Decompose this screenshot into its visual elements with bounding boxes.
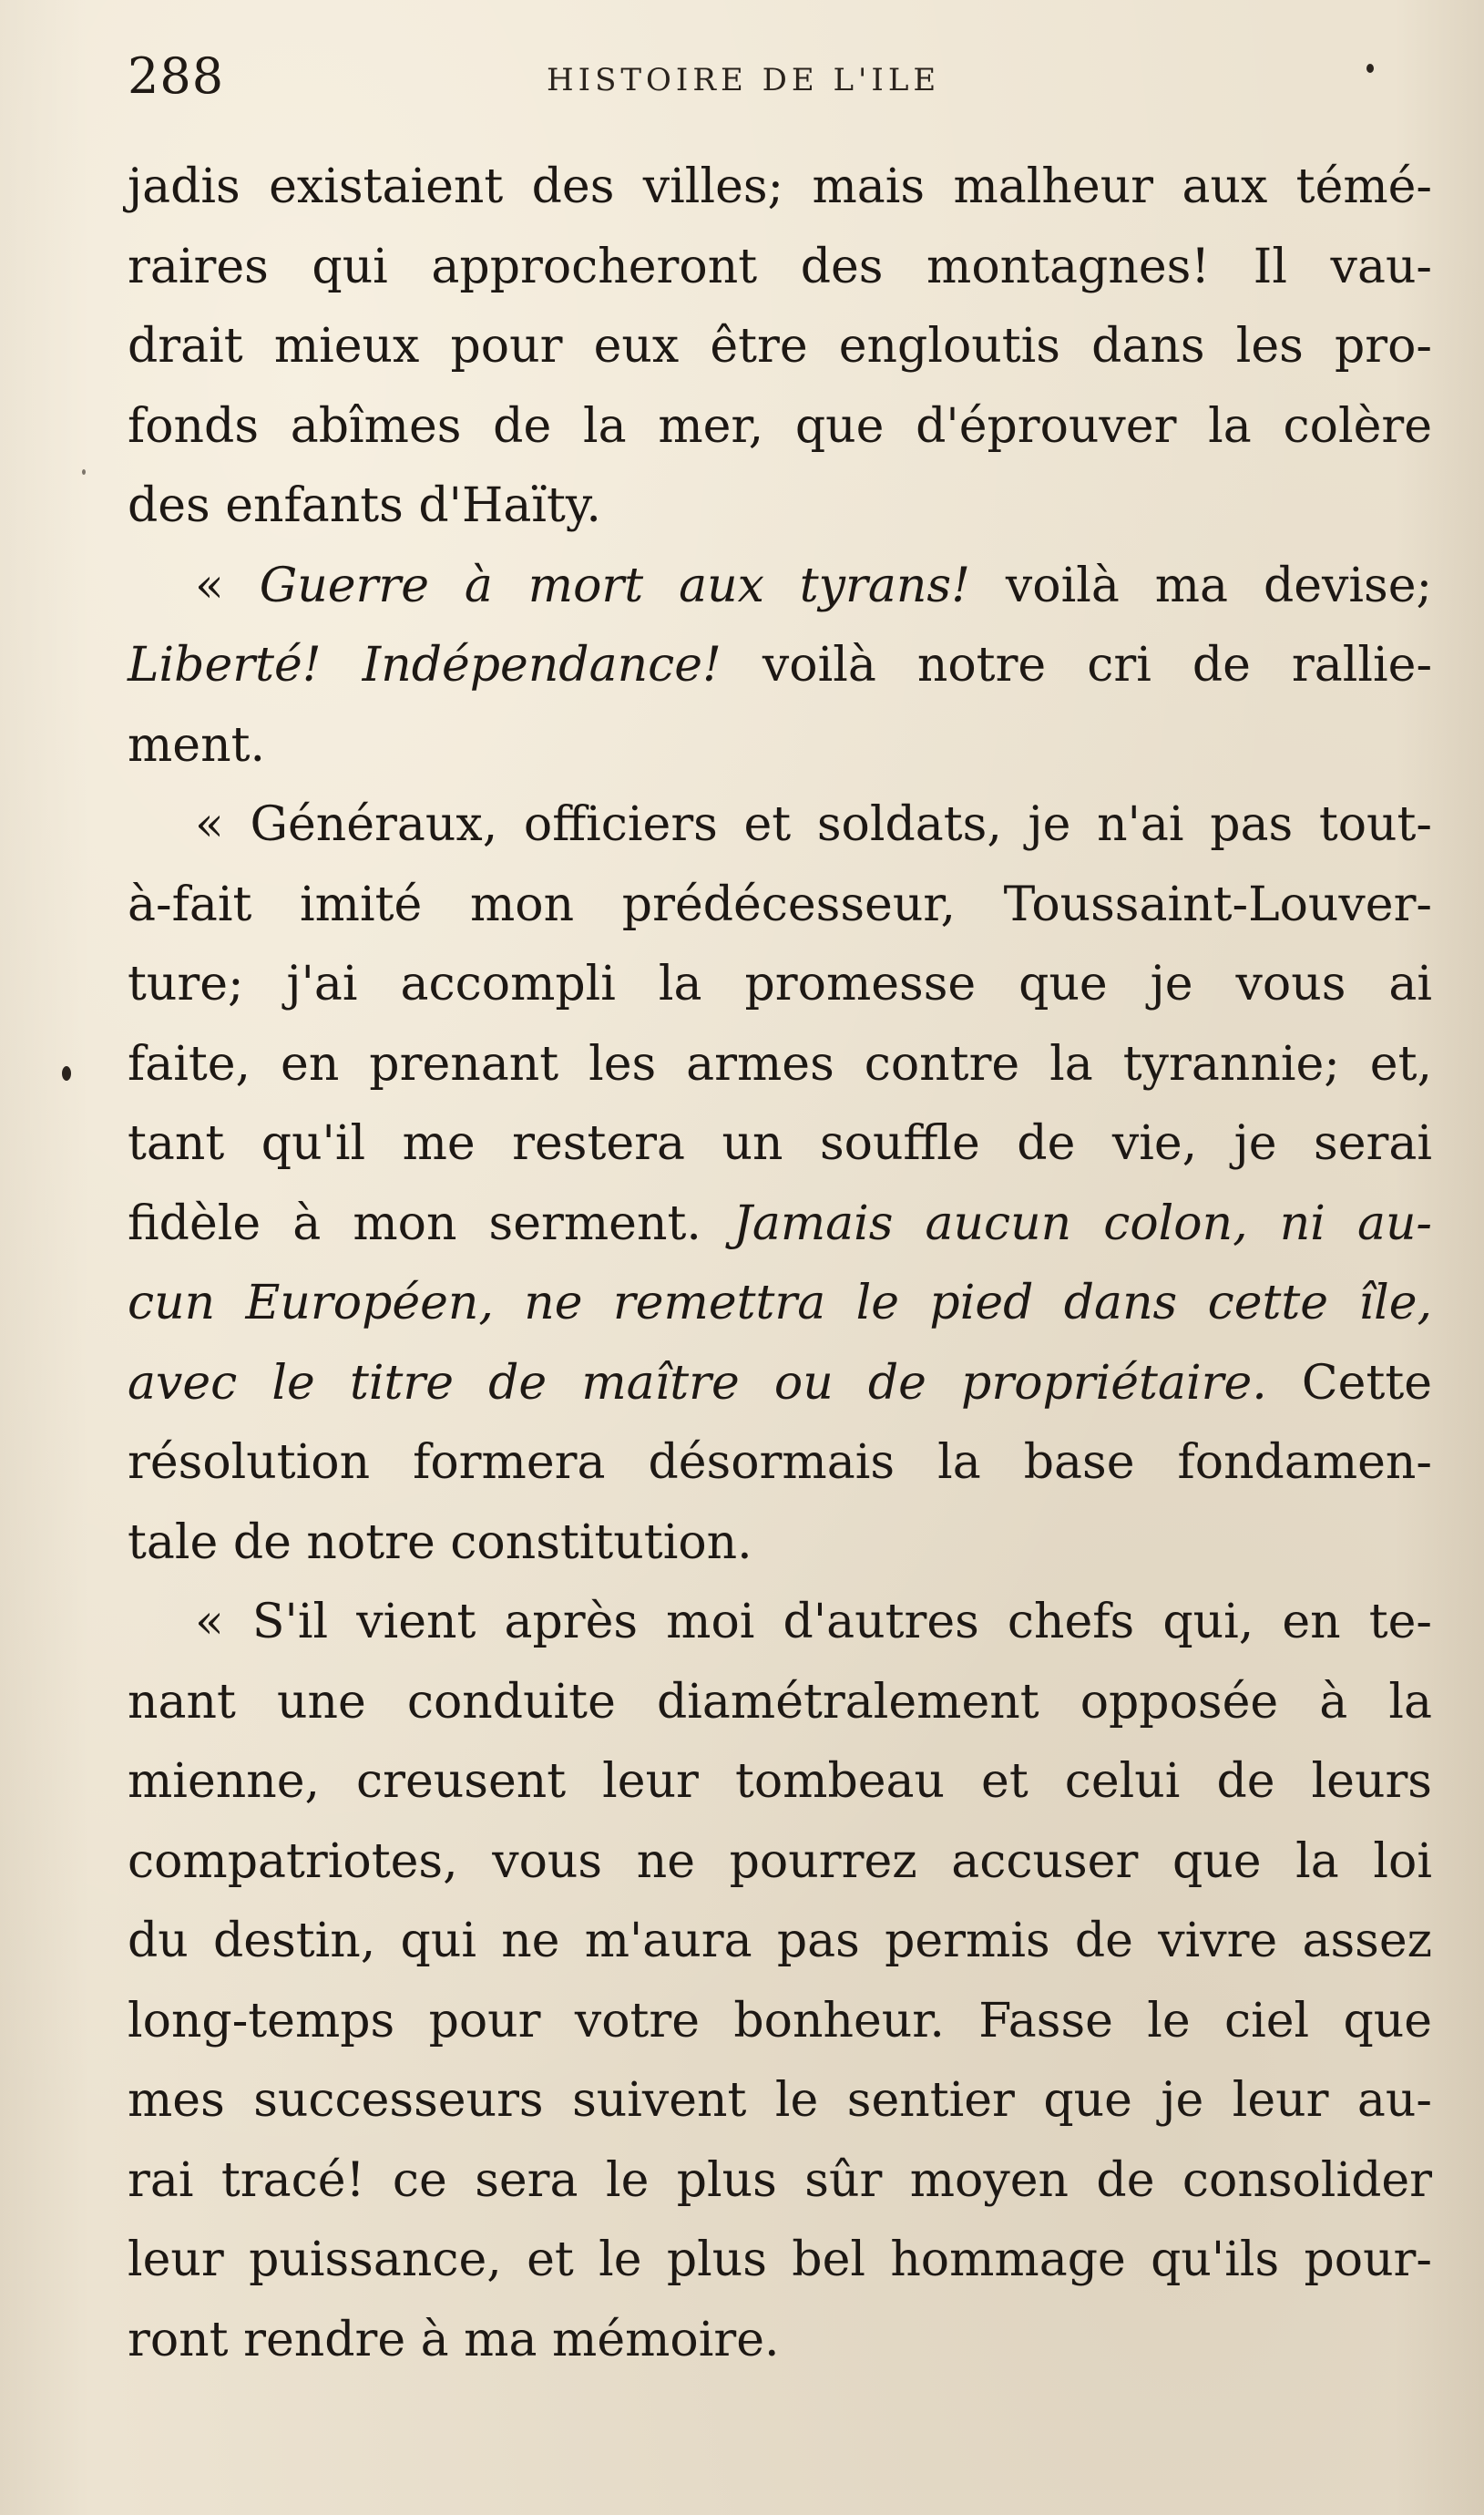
text-segment: voilà notre cri de rallie-	[721, 638, 1433, 693]
italic-text: Guerre à mort aux tyrans!	[259, 558, 970, 613]
ink-speck	[82, 469, 86, 475]
text-segment: à-fait imité mon prédécesseur, Toussaint-Louver-	[128, 877, 1432, 932]
text-line	[128, 1423, 1432, 1504]
ink-speck	[62, 1066, 71, 1081]
text-line	[128, 626, 1432, 706]
text-line	[128, 307, 1432, 387]
text-line	[128, 1982, 1432, 2062]
text-segment: leur puissance, et le plus bel hommage qu'ils pour-	[128, 2233, 1432, 2287]
italic-text: Liberté! Indépendance!	[128, 638, 722, 693]
text-line	[128, 1742, 1432, 1822]
italic-text: Jamais aucun colon, ni au-	[732, 1196, 1432, 1251]
text-line	[128, 148, 1432, 228]
text-line	[128, 547, 1432, 627]
text-line	[128, 1185, 1432, 1265]
text-line	[128, 1822, 1432, 1903]
text-segment: long-temps pour votre bonheur. Fasse le ciel que	[128, 1993, 1432, 2048]
text-line	[128, 2301, 1432, 2381]
text-segment: fonds abîmes de la mer, que d'éprouver la colère	[128, 398, 1432, 454]
text-segment: mes successeurs suivent le sentier que je leur au-	[128, 2073, 1432, 2128]
text-segment: rai tracé! ce sera le plus sûr moyen de consolider	[128, 2152, 1432, 2208]
text-segment: drait mieux pour eux être engloutis dans les pro-	[128, 319, 1432, 374]
text-line	[128, 1583, 1432, 1663]
text-segment: tale de notre constitution.	[128, 1514, 752, 1570]
text-line	[128, 387, 1432, 467]
text-line	[128, 2061, 1432, 2141]
text-line	[128, 706, 1432, 786]
italic-text: avec le titre de maître ou de propriétaire.	[128, 1355, 1267, 1411]
text-segment: voilà ma devise;	[970, 558, 1432, 613]
text-segment: ture; j'ai accompli la promesse que je vous ai	[128, 957, 1432, 1011]
running-head	[128, 47, 1430, 120]
text-line	[128, 1344, 1432, 1424]
text-segment: Cette	[1266, 1355, 1433, 1411]
text-line	[128, 785, 1432, 866]
text-segment: faite, en prenant les armes contre la tyrannie; et,	[128, 1036, 1432, 1092]
body-text	[128, 148, 1432, 2380]
text-segment: raires qui approcheront des montagnes! Il vau-	[128, 239, 1432, 294]
text-segment: mienne, creusent leur tombeau et celui de leurs	[128, 1754, 1432, 1809]
text-segment: résolution formera désormais la base fondamen-	[128, 1435, 1432, 1490]
text-segment: jadis existaient des villes; mais malheur aux témé-	[128, 159, 1432, 214]
text-line	[128, 866, 1432, 946]
text-line	[128, 1264, 1432, 1344]
ink-speck	[1366, 64, 1374, 73]
page-number: 288	[128, 47, 225, 105]
text-line	[128, 1663, 1432, 1743]
text-segment: ment.	[128, 717, 265, 773]
text-segment: « S'il vient après moi d'autres chefs qui, en te-	[195, 1595, 1432, 1649]
text-line	[128, 2141, 1432, 2222]
text-segment: « Généraux, officiers et soldats, je n'ai pas tout-	[195, 797, 1432, 852]
text-line	[128, 945, 1432, 1025]
italic-text: cun Européen, ne remettra le pied dans cette île,	[128, 1276, 1432, 1330]
text-segment: ront rendre à ma mémoire.	[128, 2312, 780, 2367]
text-line	[128, 2221, 1432, 2301]
text-segment: tant qu'il me restera un souffle de vie, je serai	[128, 1116, 1432, 1171]
text-line	[128, 228, 1432, 308]
text-line	[128, 1504, 1432, 1584]
text-line	[128, 1902, 1432, 1982]
text-segment: «	[195, 558, 260, 613]
text-line	[128, 467, 1432, 547]
text-segment: fidèle à mon serment.	[128, 1196, 733, 1251]
text-line	[128, 1025, 1432, 1105]
text-segment: des enfants d'Haïty.	[128, 478, 601, 533]
text-segment: compatriotes, vous ne pourrez accuser que la loi	[128, 1833, 1432, 1889]
text-segment: nant une conduite diamétralement opposée à la	[128, 1674, 1432, 1730]
text-segment: du destin, qui ne m'aura pas permis de vivre assez	[128, 1914, 1432, 1968]
running-title: HISTOIRE DE L'ILE	[547, 62, 941, 98]
text-line	[128, 1104, 1432, 1185]
